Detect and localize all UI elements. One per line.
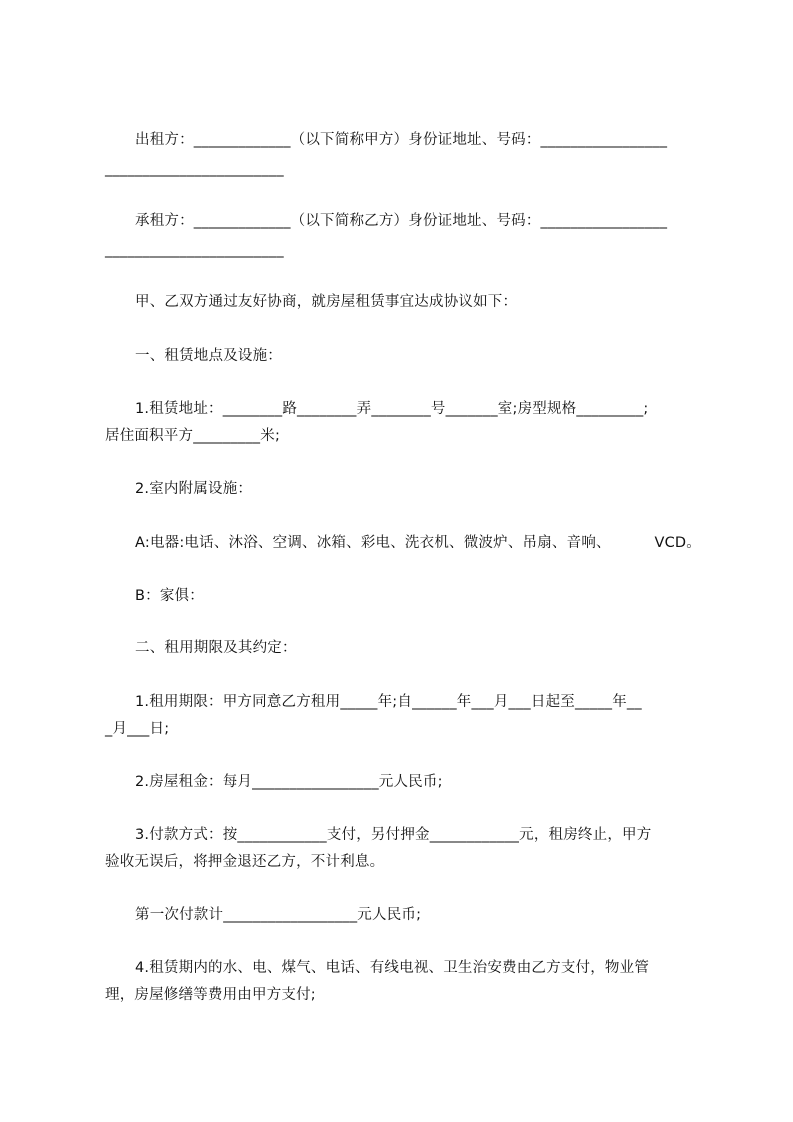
item-1-1-line-1: 1.租赁地址：________路________弄________号_______室;房型规格_________;	[135, 401, 649, 417]
intro-paragraph: 甲、乙双方通过友好协商，就房屋租赁事宜达成协议如下：	[135, 294, 518, 310]
first-payment: 第一次付款计__________________元人民币;	[135, 907, 422, 923]
section-1-title: 一、租赁地点及设施：	[135, 348, 282, 364]
lessor-line-2: ________________________	[105, 161, 284, 177]
item-a-appliances: A:电器:电话、沐浴、空调、冰箱、彩电、洗衣机、微波炉、吊扇、音响、	[135, 535, 611, 551]
lessee-line-2: ________________________	[105, 242, 284, 258]
lessee-line-1: 承租方：_____________（以下简称乙方）身份证地址、号码：_________________	[135, 213, 668, 229]
item-2-4-line-1: 4.租赁期内的水、电、煤气、电话、有线电视、卫生治安费由乙方支付，物业管	[135, 960, 650, 976]
item-2-2: 2.房屋租金：每月_________________元人民币;	[135, 774, 443, 790]
lessor-line-1: 出租方：_____________（以下简称甲方）身份证地址、号码：_________________	[135, 132, 668, 148]
item-2-4-line-2: 理，房屋修缮等费用由甲方支付;	[105, 987, 316, 1003]
item-2-3-line-2: 验收无误后，将押金退还乙方，不计利息。	[105, 854, 385, 870]
item-2-3-line-1: 3.付款方式：按____________支付，另付押金____________元，租房终止，甲方	[135, 827, 652, 843]
item-b: B：家俱：	[135, 588, 204, 604]
item-1-1-line-2: 居住面积平方_________米;	[105, 428, 281, 444]
item-2-1-line-2: _月___日;	[105, 721, 170, 737]
item-a-vcd: VCD。	[654, 535, 701, 551]
section-2-title: 二、租用期限及其约定：	[135, 640, 297, 656]
item-a-row	[135, 533, 701, 553]
item-2-1-line-1: 1.租用期限：甲方同意乙方租用_____年;自______年___月___日起至_____年__	[135, 694, 642, 710]
item-1-2: 2.室内附属设施：	[135, 481, 253, 497]
